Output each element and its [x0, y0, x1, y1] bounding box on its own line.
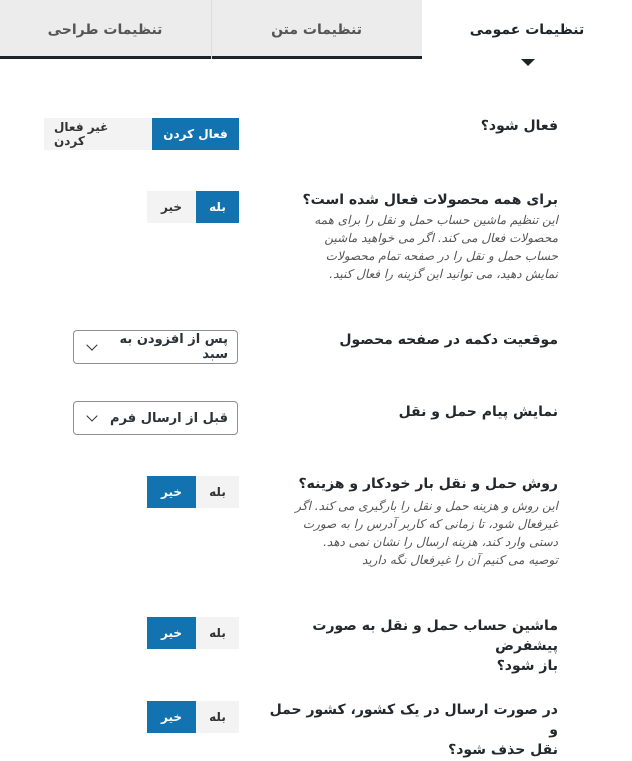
- all-products-yes-button[interactable]: بله: [196, 191, 239, 223]
- button-position-value: پس از افزودن به سبد: [119, 332, 228, 362]
- auto-method-toggle: [147, 476, 239, 508]
- tab-bar: [0, 0, 632, 59]
- single-country-label: در صورت ارسال در یک کشور، کشور حمل و نقل حذف شود؟: [269, 702, 558, 758]
- disable-button[interactable]: غیر فعال کردن: [44, 118, 152, 150]
- default-open-label: ماشین حساب حمل و نقل به صورت پیشفرض باز شود؟: [312, 618, 558, 674]
- auto-method-no-button[interactable]: خیر: [147, 476, 196, 508]
- default-open-yes-button[interactable]: بله: [196, 617, 239, 649]
- active-tab-indicator-icon: [521, 59, 535, 66]
- button-position-label: موقعیت دکمه در صفحه محصول: [339, 332, 558, 348]
- tab-design-settings[interactable]: تنظیمات طراحی: [47, 21, 163, 38]
- auto-method-label: روش حمل و نقل بار خودکار و هزینه؟: [298, 476, 558, 492]
- shipping-message-value: قبل از ارسال فرم: [110, 410, 228, 426]
- chevron-down-icon: [86, 410, 97, 421]
- all-products-label: برای همه محصولات فعال شده است؟: [302, 192, 558, 208]
- enable-label: فعال شود؟: [480, 118, 558, 134]
- enable-button[interactable]: فعال کردن: [152, 118, 239, 150]
- default-open-no-button[interactable]: خیر: [147, 617, 196, 649]
- default-open-toggle: [147, 617, 239, 649]
- all-products-no-button[interactable]: خیر: [147, 191, 196, 223]
- button-position-select[interactable]: [73, 330, 238, 364]
- auto-method-description: این روش و هزینه حمل و نقل را بارگیری می کند. اگر غیرفعال شود، تا زمانی که کاربر آدرس را به صورت دستی وارد کند، هزینه ارسال را نشان نمی دهد. توصیه می کنیم آن را غیرفعال نگه دارید: [295, 499, 558, 567]
- all-products-description: این تنظیم ماشین حساب حمل و نقل را برای همه محصولات فعال می کند. اگر می خواهید ماشین حساب حمل و نقل را در صفحه تمام محصولات نمایش دهید، می توانید این گزینه را فعال کنید.: [314, 213, 558, 281]
- all-products-toggle: [147, 191, 239, 223]
- shipping-message-label: نمایش پیام حمل و نقل: [398, 404, 558, 420]
- single-country-no-button[interactable]: خیر: [147, 701, 196, 733]
- single-country-yes-button[interactable]: بله: [196, 701, 239, 733]
- shipping-message-select[interactable]: [73, 401, 238, 435]
- single-country-toggle: [147, 701, 239, 733]
- tab-text-settings[interactable]: تنظیمات متن: [211, 0, 421, 59]
- enable-toggle: [44, 118, 239, 150]
- auto-method-yes-button[interactable]: بله: [196, 476, 239, 508]
- tab-general-settings[interactable]: تنظیمات عمومی: [422, 0, 632, 59]
